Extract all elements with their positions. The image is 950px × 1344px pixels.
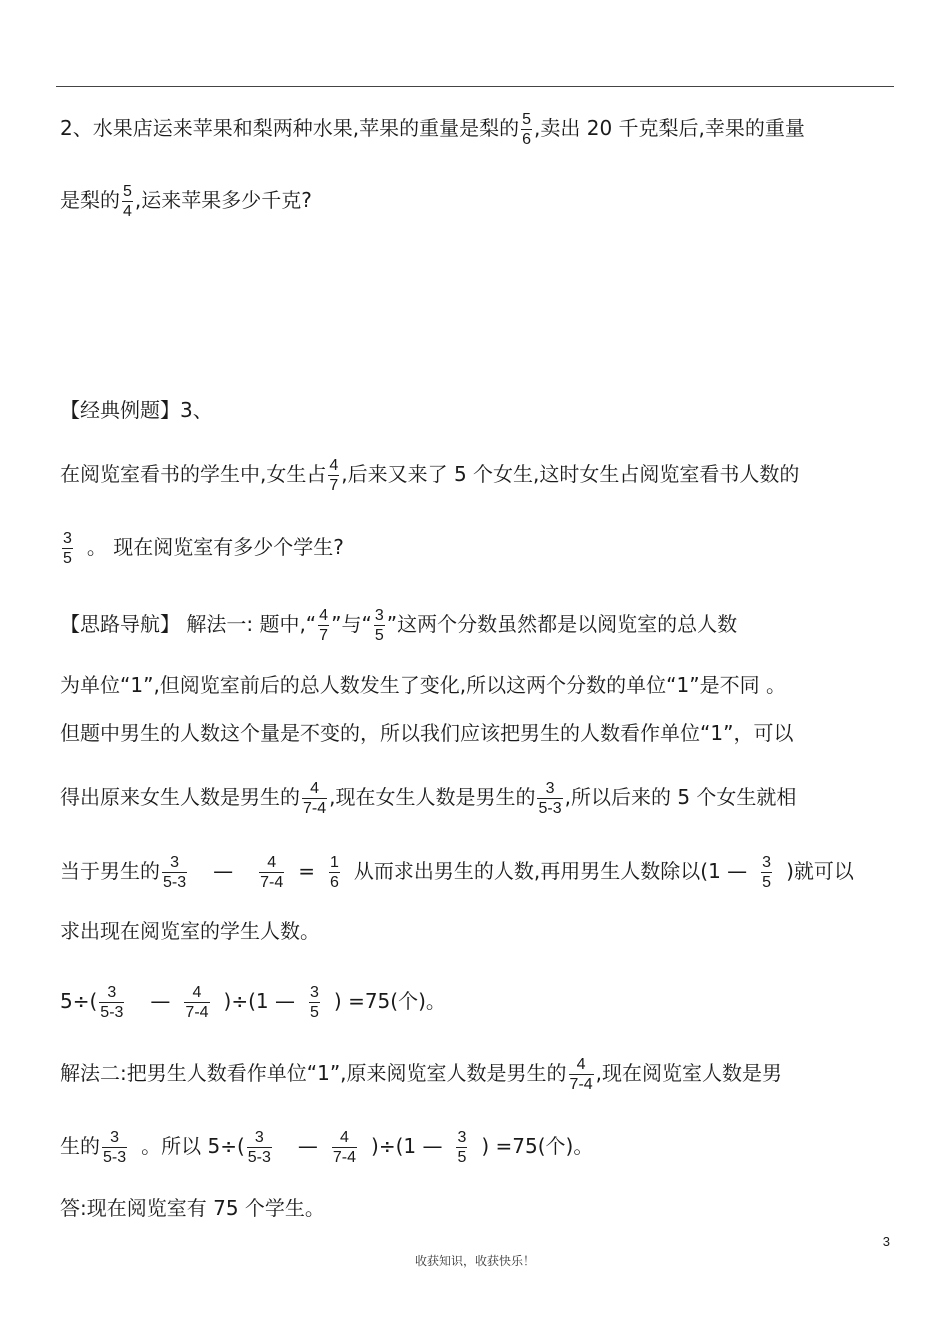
fraction: $\frac{4}{7-4}$ [332,1129,357,1166]
text: = [298,859,316,883]
footer-text: 收获知识，收获快乐！ [414,1254,535,1268]
text: 是梨的 [60,188,120,212]
text: ) =75(个)。 [333,989,446,1013]
text: 2、水果店运来苹果和梨两种水果,苹果的重量是梨的 [60,116,520,140]
q2-line-2 [60,182,312,221]
text: ,卖出 20 千克梨后,幸果的重量 [534,116,805,140]
guide-line-5 [60,853,854,892]
fraction: $\frac{3}{5-3}$ [247,1129,271,1166]
guide-line-1 [60,606,737,645]
text: ,运来苹果多少千克? [134,188,312,212]
text: — [297,1134,318,1158]
method2-line-2 [60,1128,593,1167]
guide-line-4 [60,779,796,818]
text: 。所以 5÷( [141,1134,245,1158]
text: )就可以 [786,859,854,883]
fraction: $\frac{4}{7}$ [319,607,329,644]
fraction: $\frac{4}{7-4}$ [303,780,327,817]
text: 【思路导航】 解法一: 题中,“ [60,612,317,636]
fraction: $\frac{3}{5}$ [63,530,72,567]
answer-line: 答:现在阅览室有 75 个学生。 [60,1196,325,1220]
text: ”这两个分数虽然都是以阅览室的总人数 [386,612,738,636]
fraction: $\frac{3}{5}$ [374,607,384,644]
fraction: $\frac{3}{5-3}$ [538,780,562,817]
text: 当于男生的 [60,859,160,883]
guide-line-2: 为单位“1”,但阅览室前后的总人数发生了变化,所以这两个分数的单位“1”是不同 。 [60,673,786,697]
method2-line-1 [60,1055,782,1094]
example-line-2 [60,529,344,568]
fraction: $\frac{3}{5}$ [762,854,772,891]
fraction: $\frac{3}{5-3}$ [163,854,187,891]
text: ) =75(个)。 [481,1134,594,1158]
text: ,现在女生人数是男生的 [329,785,536,809]
fraction: $\frac{3}{5}$ [457,1129,467,1166]
text: 从而求出男生的人数,再用男生人数除以(1 — [353,859,748,883]
fraction: $\frac{1}{6}$ [330,854,339,891]
text: 生的 [60,1134,100,1158]
text: ,后来又来了 5 个女生,这时女生占阅览室看书人数的 [341,462,800,486]
guide-line-3: 但题中男生的人数这个量是不变的，所以我们应该把男生的人数看作单位“1”，可以 [60,721,794,745]
text: — [150,989,171,1013]
text: 得出原来女生人数是男生的 [60,785,300,809]
text: ,所以后来的 5 个女生就相 [564,785,797,809]
text: )÷(1 — [371,1134,443,1158]
text: ,现在阅览室人数是男 [595,1061,783,1085]
fraction: $\frac{4}{7-4}$ [185,984,209,1021]
text: — [213,859,234,883]
fraction: $\frac{3}{5}$ [310,984,319,1021]
fraction: $\frac{3}{5-3}$ [100,984,124,1021]
fraction: $\frac{5}{6}$ [522,111,531,148]
example-line-1 [60,456,799,495]
text: 解法二:把男生人数看作单位“1”,原来阅览室人数是男生的 [60,1061,567,1085]
fraction: $\frac{4}{7-4}$ [260,854,284,891]
guide-line-6: 求出现在阅览室的学生人数。 [60,919,320,943]
fraction: $\frac{4}{7-4}$ [569,1056,593,1093]
text: )÷(1 — [223,989,295,1013]
fraction: $\frac{4}{7}$ [329,457,339,494]
fraction: $\frac{5}{4}$ [123,183,132,220]
header-rule [56,86,894,87]
text: 。 现在阅览室有多少个学生? [86,535,344,559]
formula-line [60,983,446,1022]
page-number: 3 [882,1234,890,1249]
text: 5÷( [60,989,98,1013]
example-heading: 【经典例题】3、 [60,398,213,422]
q2-line-1 [60,110,805,149]
text: 在阅览室看书的学生中,女生占 [60,462,327,486]
fraction: $\frac{3}{5-3}$ [103,1129,127,1166]
text: ”与“ [331,612,372,636]
